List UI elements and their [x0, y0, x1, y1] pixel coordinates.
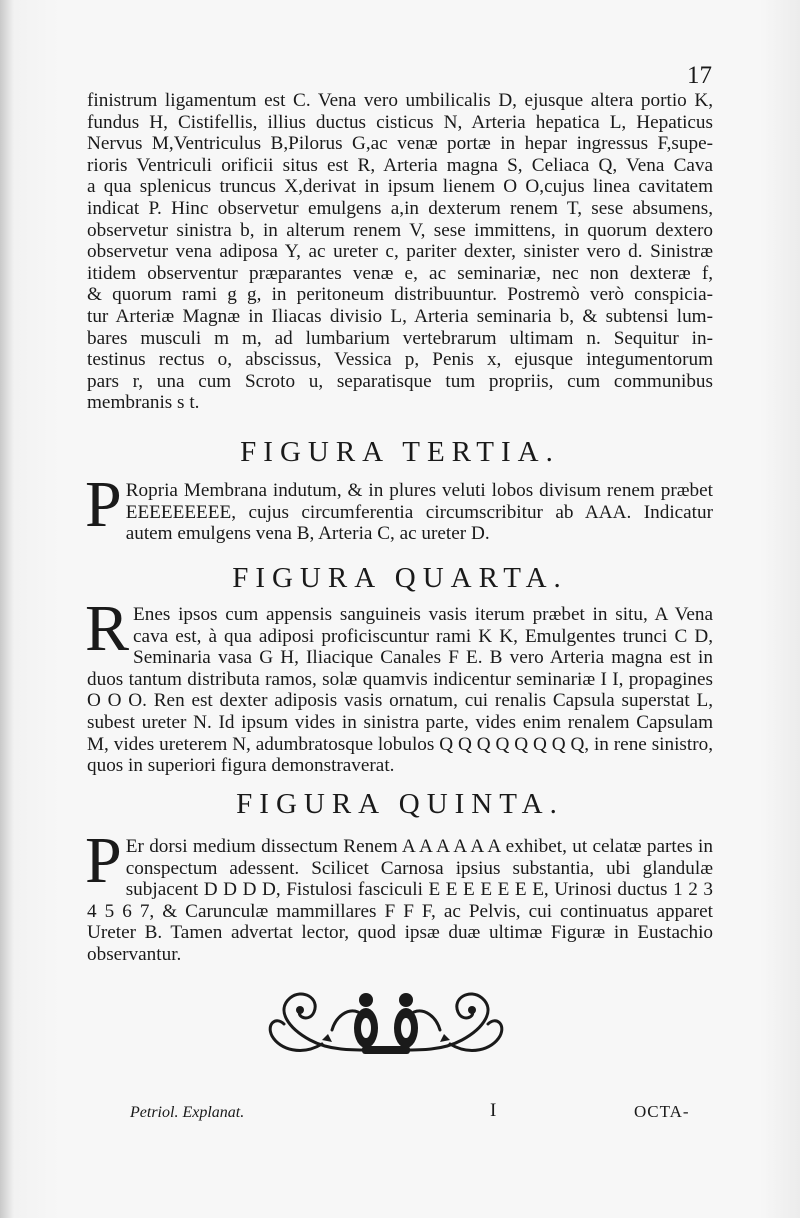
running-title: Petriol. Explanat. — [130, 1104, 245, 1121]
text-line: rioris Ventriculi orificii situs est R, Arteria magna S, Celiaca Q, Vena Cava — [87, 154, 713, 176]
text-line: bares musculi m m, ad lumbarium vertebrarum ultimam n. Sequitur in- — [87, 327, 713, 349]
dropcap-letter: P — [85, 824, 122, 897]
text-line: & quorum rami g g, in peritoneum distribuuntur. Postremò verò conspicia- — [87, 284, 713, 306]
signature-mark: I — [490, 1100, 497, 1121]
text-line: observetur sinistra b, in alterum renem V, sese immittens, in quorum dextero — [87, 219, 713, 241]
heading-figura-tertia: FIGURA TERTIA. — [240, 436, 560, 468]
intro-paragraph — [87, 90, 713, 414]
text-line: observetur vena adiposa Y, ac ureter c, pariter dexter, sinister vero d. Sinistræ — [87, 241, 713, 263]
paragraph-text: Er dorsi medium dissectum Renem A A A A A A exhibet, ut celatæ partes in conspectum adessent. Scilicet Carnosa ipsius substantia, ubi glandulæ subjacent D D D D, Fistulosi fasciculi E E E E E E E, Urinosi ductus 1 2 3 4 5 6 7, & Carunculæ mammillares F F F, ac Pelvis, cui continuatus apparet Ureter B. Tamen advertat lector, quod ipsæ duæ ultimæ Figuræ in Eustachio observantur. — [87, 836, 713, 965]
text-line: itidem observentur præparantes venæ e, ac seminariæ, nec non dexteræ f, — [87, 262, 713, 284]
text-line: Nervus M,Ventriculus B,Pilorus G,ac venæ portæ in hepar ingressus F,supe- — [87, 133, 713, 155]
paragraph-figura-tertia — [85, 468, 713, 545]
text-line: tur Arteriæ Magnæ in Iliacas divisio L, Arteria seminaria b, & subtensi lum- — [87, 305, 713, 327]
heading-figura-quinta: FIGURA QUINTA. — [236, 788, 564, 820]
text-line: testinus rectus o, abscissus, Vessica p, Penis x, ejusque integumentorum — [87, 349, 713, 371]
text-line: a qua splenicus truncus X,derivat in ipsum lienem O O,cujus linea cavitatem — [87, 176, 713, 198]
dropcap-letter: R — [85, 592, 130, 665]
text-line: pars r, una cum Scroto u, separatisque tum propriis, cum communibus — [87, 370, 713, 392]
heading-figura-quarta: FIGURA QUARTA. — [232, 562, 568, 594]
dropcap-letter: P — [85, 468, 122, 541]
ornament-tailpiece-icon — [262, 980, 510, 1064]
page-number: 17 — [687, 62, 712, 89]
text-line: fundus H, Cistifellis, illius ductus cisticus N, Arteria hepatica L, Hepaticus — [87, 111, 713, 133]
paragraph-text: Enes ipsos cum appensis sanguineis vasis iterum præbet in situ, A Vena cava est, à qua adiposi proficiscuntur rami K K, Emulgentes trunci C D, Seminaria vasa G H, Iliacique Canales F E. B vero Arteria magna est in duos tantum distributa ramos, solæ quamvis indicentur seminariæ I I, propagines O O O. Ren est dexter adiposis vasis ornatum, cui renalis Capsula superstat L, subest ureter N. Id ipsum vides in sinistra parte, vides enim renalem Capsulam M, vides ureterem N, adumbratosque lobulos Q Q Q Q Q Q Q Q, in rene sinistro, quos in superiori figura demonstraverat. — [87, 604, 713, 777]
text-line: indicat P. Hinc observetur emulgens a,in dexterum renem T, sese absumens, — [87, 197, 713, 219]
paragraph-text: Ropria Membrana indutum, & in plures veluti lobos divisum renem præbet EEEEEEEEE, cujus circumferentia circumscribitur ab AAA. Indicatur autem emulgens vena B, Arteria C, ac ureter D. — [125, 480, 713, 545]
paragraph-figura-quarta — [85, 592, 713, 777]
paragraph-figura-quinta — [85, 824, 713, 966]
catchword: OCTA- — [634, 1102, 690, 1121]
text-line: membranis s t. — [87, 392, 200, 414]
text-line: finistrum ligamentum est C. Vena vero umbilicalis D, ejusque altera portio K, — [87, 90, 713, 111]
